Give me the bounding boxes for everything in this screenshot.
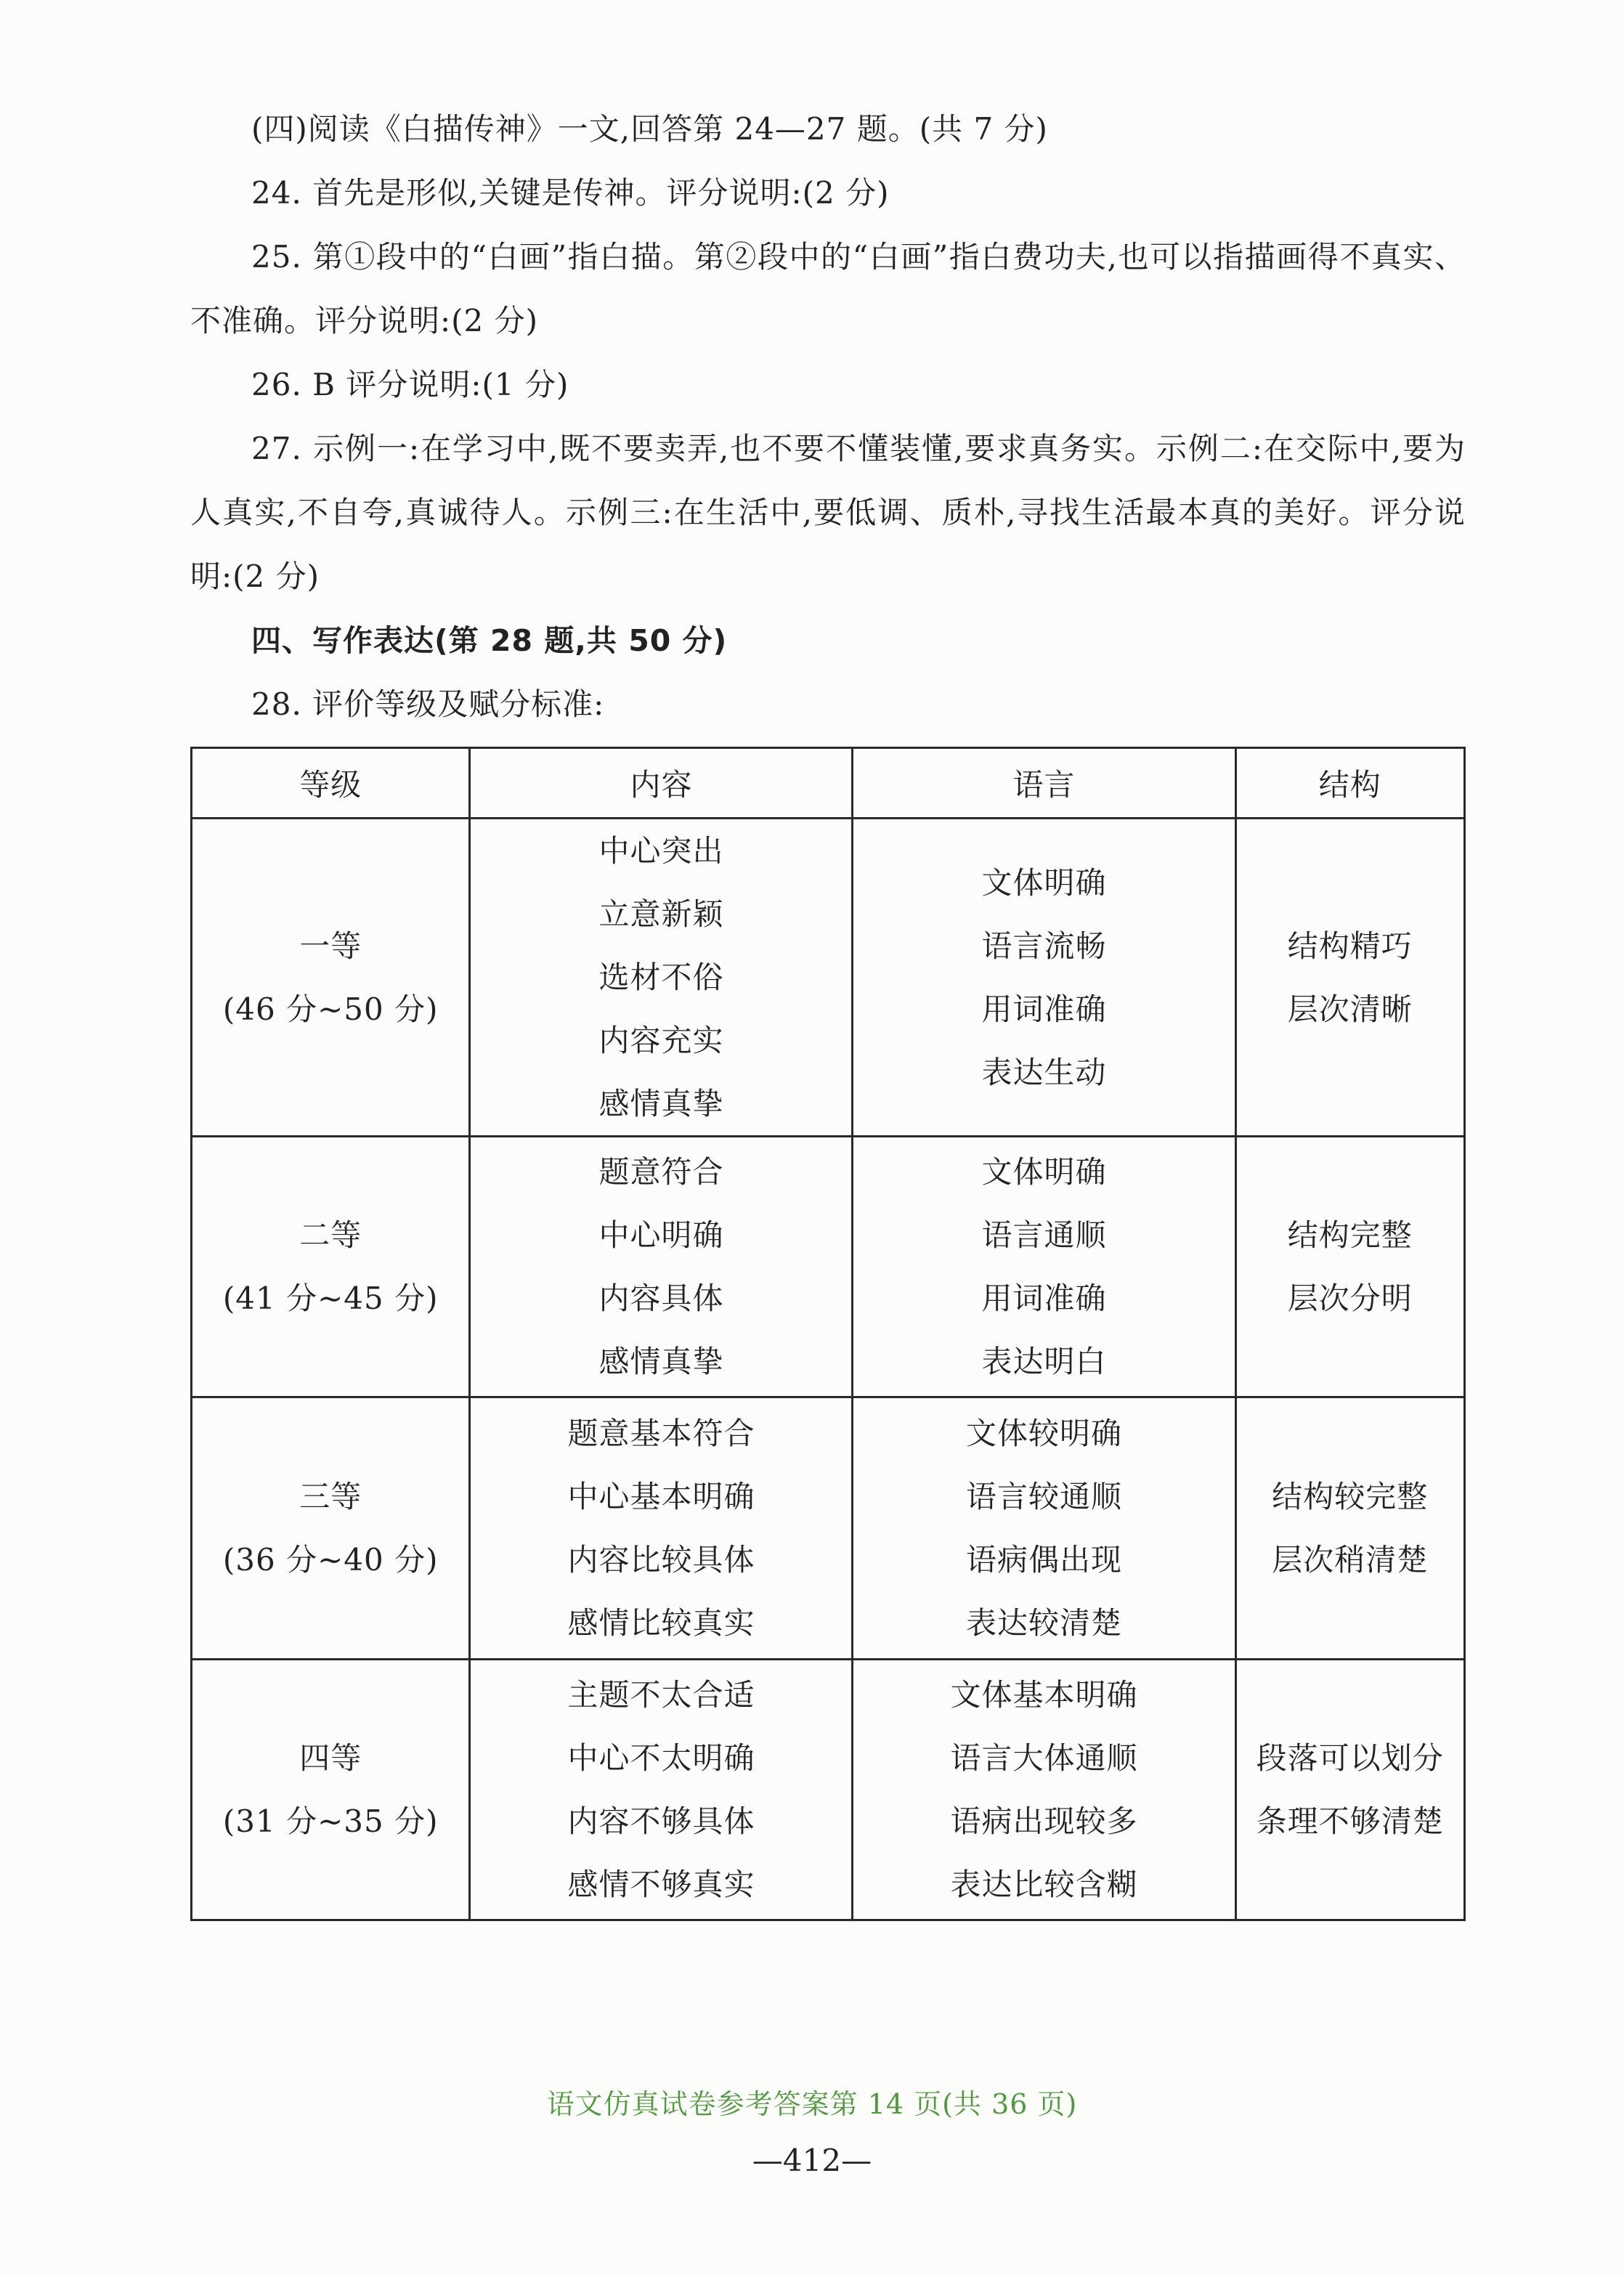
content-line: 内容充实: [598, 1023, 724, 1058]
section-heading-writing: 四、写作表达(第 28 题,共 50 分): [251, 623, 728, 658]
grading-rubric-table: [190, 747, 1466, 1921]
content-line: 中心突出: [598, 833, 724, 869]
content-line: 感情真挚: [598, 1086, 724, 1121]
language-line: 文体基本明确: [950, 1677, 1138, 1713]
content-cell: [470, 819, 853, 1137]
grade-label: 二等: [299, 1217, 362, 1253]
content-cell: [470, 1137, 853, 1397]
structure-cell: [1235, 1397, 1464, 1660]
structure-line: 层次分明: [1287, 1280, 1413, 1316]
content-line: 题意符合: [598, 1154, 724, 1190]
header-grade: 等级: [192, 748, 470, 819]
grade-cell: [192, 819, 470, 1137]
language-line: 文体较明确: [965, 1416, 1122, 1451]
content-line: 主题不太合适: [567, 1677, 755, 1713]
structure-line: 结构较完整: [1272, 1479, 1429, 1514]
language-line: 语病偶出现: [965, 1542, 1122, 1578]
header-content: 内容: [470, 748, 853, 819]
grade-score: (36 分~40 分): [222, 1542, 439, 1578]
grade-label: 一等: [299, 928, 362, 964]
structure-cell: [1235, 819, 1464, 1137]
structure-cell: [1235, 1137, 1464, 1397]
language-cell: [853, 819, 1235, 1137]
language-line: 表达较清楚: [965, 1605, 1122, 1641]
language-line: 文体明确: [981, 864, 1107, 901]
content-line: 内容比较具体: [567, 1542, 755, 1578]
language-cell: [853, 1397, 1235, 1660]
paragraph-answer-24: 24. 首先是形似,关键是传神。评分说明:(2 分): [251, 175, 890, 211]
grade-cell: [192, 1397, 470, 1660]
table-row: [192, 1660, 1465, 1920]
page-footer: 语文仿真试卷参考答案第 14 页(共 36 页): [546, 2088, 1078, 2120]
structure-line: 结构完整: [1287, 1217, 1413, 1253]
structure-cell: [1235, 1660, 1464, 1920]
paragraph-reading-section: (四)阅读《白描传神》一文,回答第 24—27 题。(共 7 分): [251, 111, 1048, 147]
grade-score: (41 分~45 分): [222, 1280, 439, 1316]
table-row: [192, 1397, 1465, 1660]
language-line: 用词准确: [981, 991, 1107, 1027]
language-line: 表达比较含糊: [950, 1867, 1138, 1902]
structure-line: 段落可以划分: [1256, 1740, 1444, 1776]
content-line: 内容不够具体: [567, 1803, 755, 1839]
answer-text-block: [190, 97, 1466, 736]
language-line: 表达明白: [981, 1344, 1107, 1379]
content-line: 中心基本明确: [567, 1479, 755, 1514]
content-line: 感情比较真实: [567, 1605, 755, 1641]
rubric-intro: 28. 评价等级及赋分标准:: [251, 686, 605, 722]
header-structure: 结构: [1235, 748, 1464, 819]
structure-line: 结构精巧: [1287, 928, 1413, 964]
content-line: 感情真挚: [598, 1344, 724, 1379]
content-cell: [470, 1397, 853, 1660]
content-line: 立意新颖: [598, 896, 724, 932]
grade-cell: [192, 1660, 470, 1920]
structure-line: 条理不够清楚: [1256, 1803, 1444, 1839]
paragraph-answer-25: 25. 第①段中的“白画”指白描。第②段中的“白画”指白费功夫,也可以指描画得不真实、不准确。评分说明:(2 分): [190, 239, 1466, 338]
paragraph-answer-26: 26. B 评分说明:(1 分): [251, 367, 569, 402]
grade-cell: [192, 1137, 470, 1397]
content-line: 中心明确: [598, 1217, 724, 1253]
grade-label: 三等: [299, 1479, 362, 1514]
paragraph-answer-27: 27. 示例一:在学习中,既不要卖弄,也不要不懂装懂,要求真务实。示例二:在交际中,要为人真实,不自夸,真诚待人。示例三:在生活中,要低调、质朴,寻找生活最本真的美好。评分说明:(2 分): [190, 431, 1466, 594]
language-cell: [853, 1660, 1235, 1920]
table-row: [192, 819, 1465, 1137]
content-line: 中心不太明确: [567, 1740, 755, 1776]
grade-label: 四等: [299, 1740, 362, 1776]
language-line: 语病出现较多: [950, 1803, 1138, 1839]
language-cell: [853, 1137, 1235, 1397]
grade-score: (46 分~50 分): [222, 991, 439, 1027]
language-line: 语言通顺: [981, 1217, 1107, 1253]
language-line: 语言大体通顺: [950, 1740, 1138, 1776]
content-line: 内容具体: [598, 1280, 724, 1316]
header-language: 语言: [853, 748, 1235, 819]
grade-score: (31 分~35 分): [222, 1803, 439, 1839]
language-line: 文体明确: [981, 1154, 1107, 1190]
content-line: 选材不俗: [598, 959, 724, 995]
language-line: 语言较通顺: [965, 1479, 1122, 1514]
table-header-row: [192, 748, 1465, 819]
structure-line: 层次清晰: [1287, 991, 1413, 1027]
language-line: 表达生动: [981, 1054, 1107, 1090]
structure-line: 层次稍清楚: [1272, 1542, 1429, 1578]
content-line: 感情不够真实: [567, 1867, 755, 1902]
language-line: 用词准确: [981, 1280, 1107, 1316]
table-row: [192, 1137, 1465, 1397]
content-line: 题意基本符合: [567, 1416, 755, 1451]
content-cell: [470, 1660, 853, 1920]
page-number: —412—: [752, 2143, 872, 2178]
language-line: 语言流畅: [981, 928, 1107, 964]
